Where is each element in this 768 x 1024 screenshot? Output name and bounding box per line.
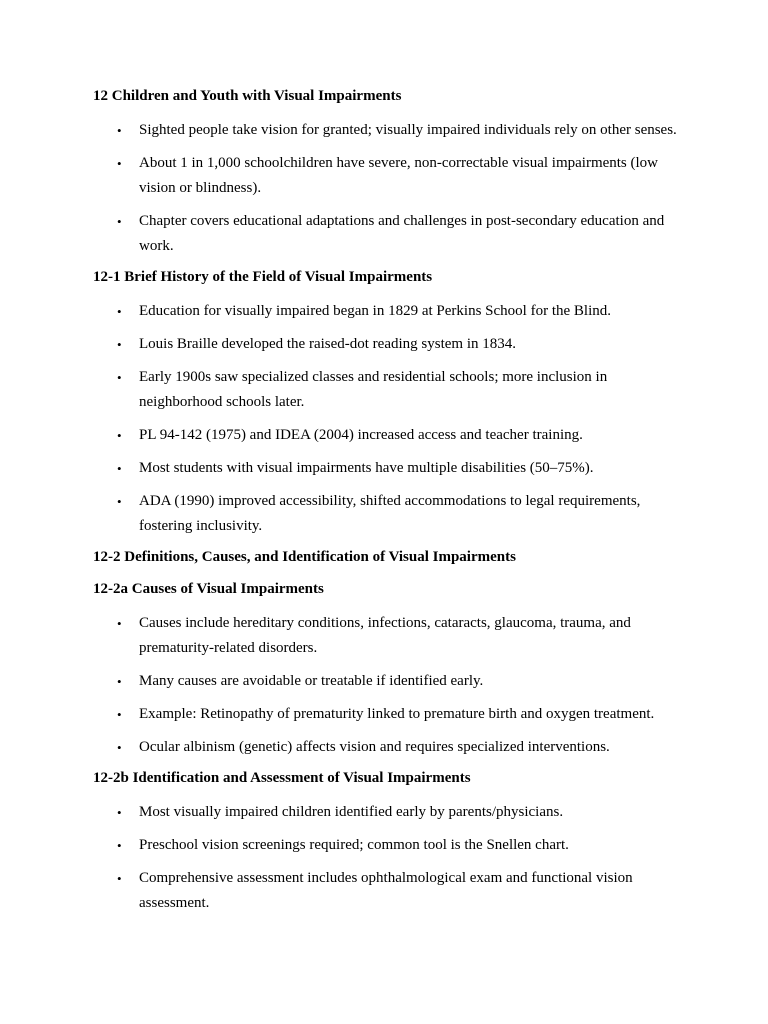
list-item xyxy=(93,332,683,357)
list-item-text: PL 94-142 (1975) and IDEA (2004) increased access and teacher training. xyxy=(139,427,583,443)
section-brief-history xyxy=(93,267,683,539)
list-item xyxy=(93,833,683,858)
bullet-icon: • xyxy=(117,740,122,755)
bullet-icon: • xyxy=(117,428,122,443)
list-item-text: ADA (1990) improved accessibility, shifted accommodations to legal requirements, fostering inclusivity. xyxy=(139,493,641,534)
list-item xyxy=(93,489,683,539)
list-item xyxy=(93,365,683,415)
section-heading: 12 Children and Youth with Visual Impairments xyxy=(93,88,402,104)
bullet-icon: • xyxy=(117,838,122,853)
section-heading: 12-1 Brief History of the Field of Visual Impairments xyxy=(93,269,433,285)
list-item xyxy=(93,800,683,825)
bullet-icon: • xyxy=(117,616,122,631)
bullet-icon: • xyxy=(117,304,122,319)
list-item xyxy=(93,456,683,481)
list-item xyxy=(93,299,683,324)
bullet-icon: • xyxy=(117,337,122,352)
list-item-text: Preschool vision screenings required; common tool is the Snellen chart. xyxy=(139,837,569,853)
section-identification-assessment xyxy=(93,768,683,916)
document-page xyxy=(93,86,683,924)
section-causes xyxy=(93,579,683,760)
bullet-icon: • xyxy=(117,707,122,722)
section-heading: 12-2 Definitions, Causes, and Identification of Visual Impairments xyxy=(93,549,516,565)
list-item xyxy=(93,669,683,694)
bullet-icon: • xyxy=(117,214,122,229)
list-item xyxy=(93,151,683,201)
bullet-list xyxy=(93,118,683,259)
section-heading: 12-2b Identification and Assessment of Visual Impairments xyxy=(93,770,471,786)
list-item xyxy=(93,611,683,661)
bullet-icon: • xyxy=(117,461,122,476)
list-item-text: Most students with visual impairments have multiple disabilities (50–75%). xyxy=(139,460,594,476)
list-item xyxy=(93,423,683,448)
bullet-icon: • xyxy=(117,156,122,171)
list-item-text: Education for visually impaired began in 1829 at Perkins School for the Blind. xyxy=(139,303,611,319)
list-item xyxy=(93,735,683,760)
bullet-list xyxy=(93,299,683,539)
section-heading: 12-2a Causes of Visual Impairments xyxy=(93,581,324,597)
section-definitions-causes xyxy=(93,547,683,567)
section-children-youth xyxy=(93,86,683,259)
list-item-text: Early 1900s saw specialized classes and residential schools; more inclusion in neighborhood schools later. xyxy=(139,369,608,410)
bullet-icon: • xyxy=(117,123,122,138)
bullet-list xyxy=(93,800,683,916)
bullet-icon: • xyxy=(117,494,122,509)
list-item xyxy=(93,118,683,143)
list-item-text: Sighted people take vision for granted; visually impaired individuals rely on other senses. xyxy=(139,122,677,138)
list-item-text: Ocular albinism (genetic) affects vision and requires specialized interventions. xyxy=(139,739,610,755)
list-item-text: Most visually impaired children identified early by parents/physicians. xyxy=(139,804,564,820)
list-item-text: Comprehensive assessment includes ophthalmological exam and functional vision assessment. xyxy=(139,870,633,911)
list-item xyxy=(93,209,683,259)
list-item-text: Causes include hereditary conditions, infections, cataracts, glaucoma, trauma, and prematurity-related disorders. xyxy=(139,615,631,656)
bullet-icon: • xyxy=(117,805,122,820)
list-item xyxy=(93,866,683,916)
list-item-text: Example: Retinopathy of prematurity linked to premature birth and oxygen treatment. xyxy=(139,706,655,722)
list-item-text: About 1 in 1,000 schoolchildren have severe, non-correctable visual impairments (low vision or blindness). xyxy=(139,155,659,196)
bullet-icon: • xyxy=(117,370,122,385)
bullet-list xyxy=(93,611,683,760)
list-item xyxy=(93,702,683,727)
list-item-text: Chapter covers educational adaptations and challenges in post-secondary education and work. xyxy=(139,213,665,254)
list-item-text: Louis Braille developed the raised-dot reading system in 1834. xyxy=(139,336,516,352)
bullet-icon: • xyxy=(117,871,122,886)
bullet-icon: • xyxy=(117,674,122,689)
list-item-text: Many causes are avoidable or treatable if identified early. xyxy=(139,673,484,689)
